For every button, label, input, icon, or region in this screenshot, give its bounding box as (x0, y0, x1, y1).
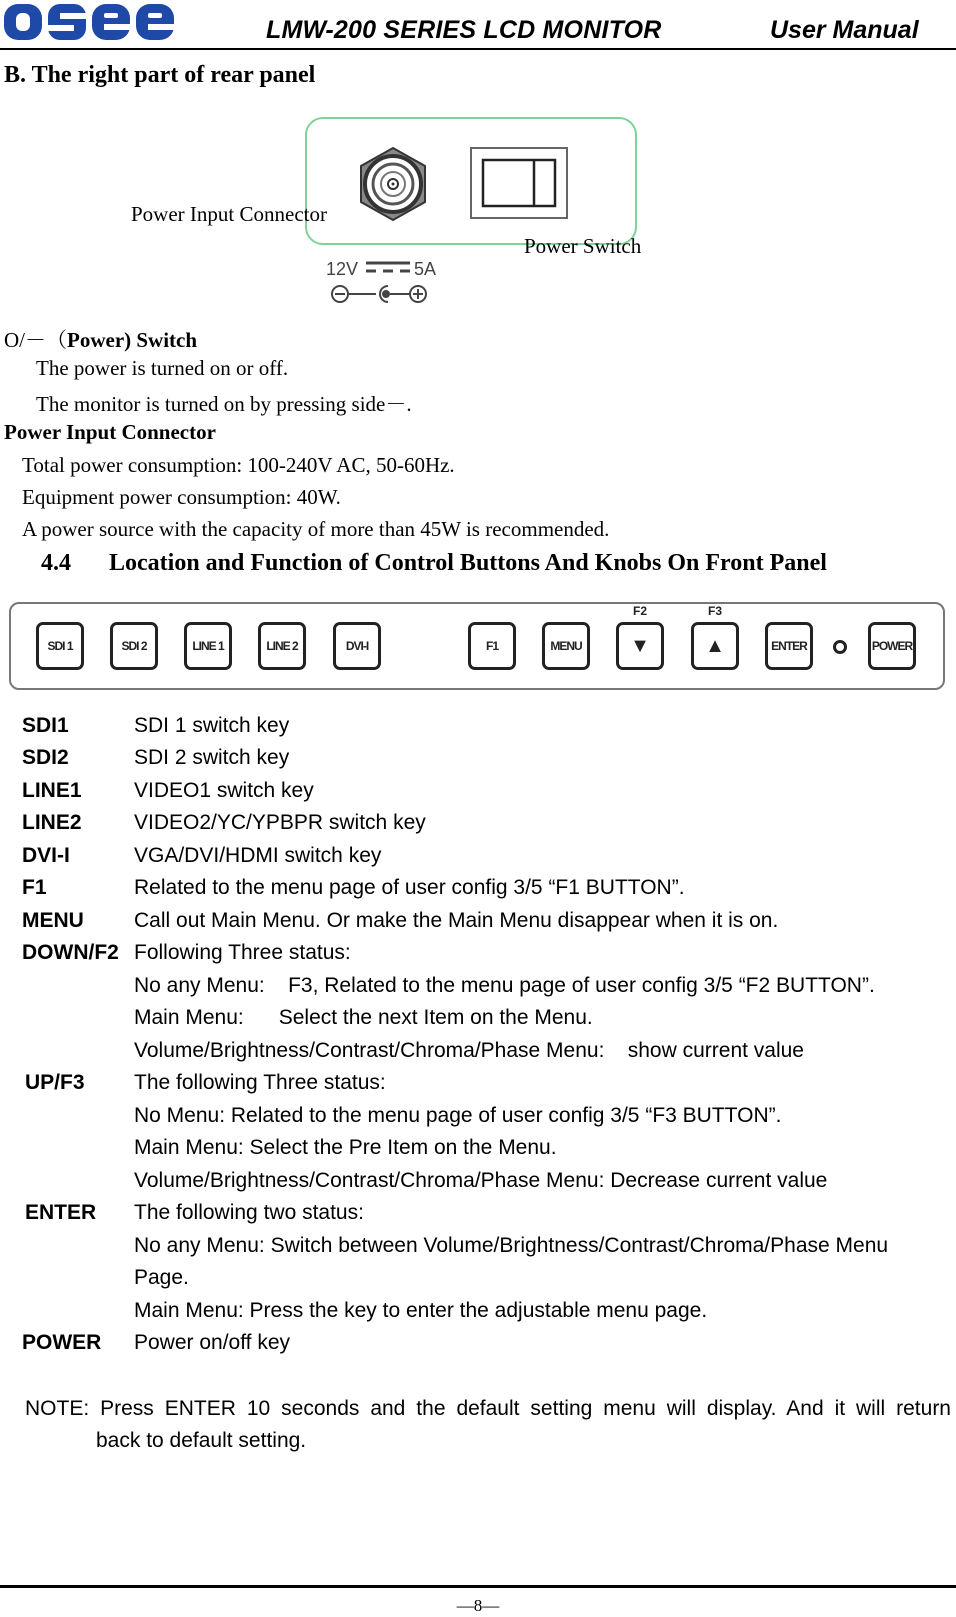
key-label: MENU (22, 909, 84, 932)
power-switch-symbol: O/－（ (4, 328, 67, 352)
key-label: DOWN/F2 (22, 941, 119, 964)
polarity-voltage: 12V (326, 259, 359, 279)
polarity-current: 5A (414, 259, 437, 279)
page-number: —8— (456, 1596, 500, 1615)
front-key-f1: F1 (468, 622, 516, 670)
power-input-line-3: A power source with the capacity of more than 45W is recommended. (22, 517, 610, 541)
key-description: VIDEO2/YC/YPBPR switch key (134, 811, 426, 834)
front-key-sdi2: SDI 2 (110, 622, 158, 670)
key-description: Volume/Brightness/Contrast/Chroma/Phase Menu: Decrease current value (134, 1169, 828, 1192)
front-label-f2: F2 (633, 604, 648, 618)
key-description: No Menu: Related to the menu page of user config 3/5 “F3 BUTTON”. (134, 1104, 782, 1127)
key-label: POWER (22, 1331, 102, 1354)
key-description: VGA/DVI/HDMI switch key (134, 844, 382, 867)
footer-rule (0, 1585, 956, 1588)
section-number: 4.4 (41, 550, 71, 576)
manual-label: User Manual (770, 16, 919, 44)
note-line-2: back to default setting. (96, 1429, 307, 1452)
key-description: Call out Main Menu. Or make the Main Menu disappear when it is on. (134, 909, 779, 932)
front-key-dvi: DVI-I (333, 622, 381, 670)
power-switch-line-1: The power is turned on or off. (36, 356, 289, 380)
key-label: LINE1 (22, 779, 82, 802)
key-description: The following two status: (134, 1201, 364, 1224)
header-rule (0, 48, 956, 50)
key-label: LINE2 (22, 811, 82, 834)
key-description: Page. (134, 1266, 189, 1289)
power-switch-callout: Power Switch (524, 234, 642, 258)
key-label: SDI2 (22, 746, 69, 769)
key-description: Main Menu: Press the key to enter the adjustable menu page. (134, 1299, 708, 1322)
front-key-line2: LINE 2 (258, 622, 306, 670)
front-key-menu: MENU (542, 622, 590, 670)
power-connector-icon (355, 146, 431, 222)
key-label: F1 (22, 876, 47, 899)
key-description: Power on/off key (134, 1331, 291, 1354)
document-title: LMW-200 SERIES LCD MONITOR (266, 16, 662, 44)
key-description: SDI 2 switch key (134, 746, 290, 769)
key-label: ENTER (25, 1201, 97, 1224)
power-switch-heading-bold: Power) Switch (67, 328, 198, 352)
section-title: Location and Function of Control Buttons And Knobs On Front Panel (109, 550, 827, 576)
front-key-power: POWER (868, 622, 916, 670)
power-input-line-1: Total power consumption: 100-240V AC, 50-60Hz. (22, 453, 455, 477)
key-description: Volume/Brightness/Contrast/Chroma/Phase Menu: show current value (134, 1039, 804, 1062)
front-key-sdi1: SDI 1 (36, 622, 84, 670)
key-description: No any Menu: Switch between Volume/Brightness/Contrast/Chroma/Phase Menu (134, 1234, 889, 1257)
key-description: VIDEO1 switch key (134, 779, 314, 802)
power-switch-line-2: The monitor is turned on by pressing side－. (36, 392, 412, 416)
led-indicator-icon (833, 640, 847, 654)
power-input-callout: Power Input Connector (131, 202, 327, 226)
key-description: Main Menu: Select the next Item on the Menu. (134, 1006, 593, 1029)
section-b-heading: B. The right part of rear panel (4, 62, 316, 88)
key-label: SDI1 (22, 714, 69, 737)
key-label: UP/F3 (25, 1071, 85, 1094)
key-description: Main Menu: Select the Pre Item on the Menu. (134, 1136, 557, 1159)
key-description: SDI 1 switch key (134, 714, 290, 737)
key-description: Following Three status: (134, 941, 351, 964)
power-input-heading: Power Input Connector (4, 420, 216, 444)
front-key-line1: LINE 1 (184, 622, 232, 670)
front-key-up: ▲ (691, 622, 739, 670)
power-switch-heading (4, 324, 197, 354)
key-label: DVI-I (22, 844, 70, 867)
note-line-1: NOTE: Press ENTER 10 seconds and the default setting menu will display. And it will return (25, 1397, 951, 1420)
polarity-symbol (326, 258, 450, 304)
power-switch-icon (470, 147, 568, 219)
front-key-down: ▼ (616, 622, 664, 670)
key-description: The following Three status: (134, 1071, 386, 1094)
osee-logo (4, 2, 174, 42)
key-description: Related to the menu page of user config 3/5 “F1 BUTTON”. (134, 876, 685, 899)
front-key-enter: ENTER (765, 622, 813, 670)
power-input-line-2: Equipment power consumption: 40W. (22, 485, 341, 509)
front-label-f3: F3 (708, 604, 723, 618)
key-description: No any Menu: F3, Related to the menu page of user config 3/5 “F2 BUTTON”. (134, 974, 875, 997)
